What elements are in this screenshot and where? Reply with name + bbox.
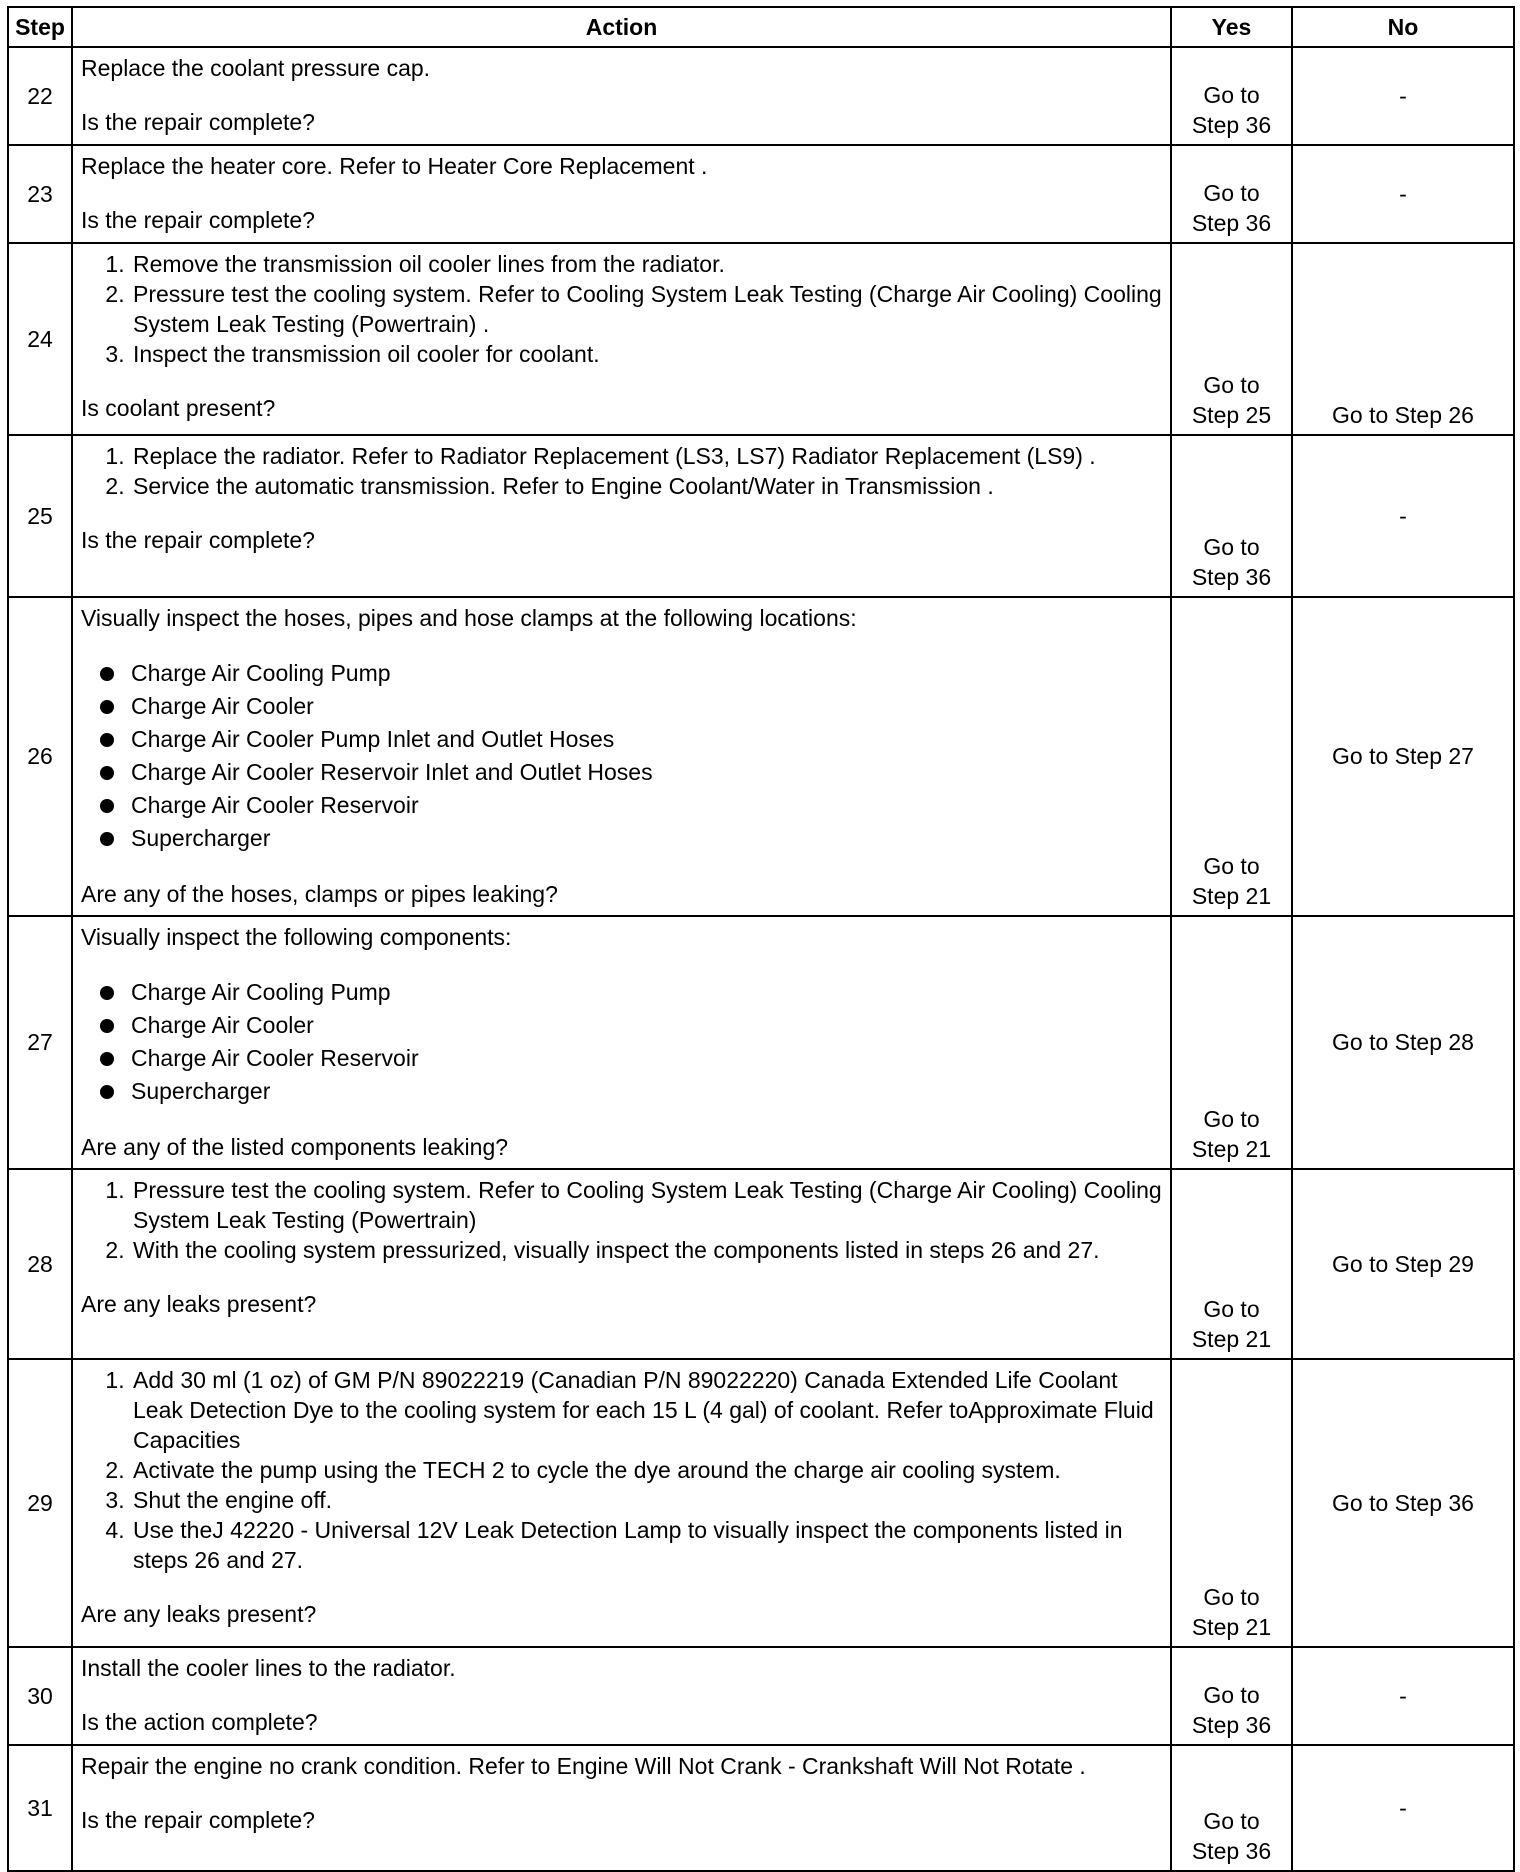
bullet-icon [100, 733, 114, 747]
list-item: Charge Air Cooler Reservoir Inlet and Outlet Hoses [131, 756, 1162, 789]
numbered-step: 2. Activate the pump using the TECH 2 to cycle the dye around the charge air cooling system. [131, 1455, 1162, 1485]
numbered-step: 2. Service the automatic transmission. Refer to Engine Coolant/Water in Transmission . [131, 471, 1162, 501]
numbered-steps [81, 1365, 1162, 1575]
list-item: Charge Air Cooling Pump [131, 976, 1162, 1009]
table-row [8, 243, 1514, 435]
yes-goto: Go to [1203, 534, 1260, 560]
numbered-step: 3. Inspect the transmission oil cooler for coolant. [131, 339, 1162, 369]
yes-cell [1171, 1359, 1292, 1647]
no-cell: - [1292, 47, 1514, 145]
numbered-step: 1. Replace the radiator. Refer to Radiator Replacement (LS3, LS7) Radiator Replacement (LS9) . [131, 441, 1162, 471]
no-cell: Go to Step 28 [1292, 916, 1514, 1169]
action-cell [72, 916, 1171, 1169]
yes-goto: Go to [1203, 1106, 1260, 1132]
yes-step: Step 36 [1191, 112, 1272, 138]
step-number: 23 [8, 145, 72, 243]
bullet-icon [100, 1019, 114, 1033]
list-item: Charge Air Cooler Reservoir [131, 1042, 1162, 1075]
list-item: Charge Air Cooler [131, 690, 1162, 723]
step-number: 29 [8, 1359, 72, 1647]
bullet-icon [100, 667, 114, 681]
action-question: Are any leaks present? [81, 1601, 317, 1627]
action-cell [72, 1647, 1171, 1745]
action-text: Replace the heater core. Refer to Heater Core Replacement . [81, 153, 708, 179]
yes-step: Step 36 [1191, 564, 1272, 590]
header-row [8, 7, 1514, 47]
step-number: 28 [8, 1169, 72, 1359]
list-item: Charge Air Cooler [131, 1009, 1162, 1042]
numbered-steps [81, 249, 1162, 369]
table-row [8, 1745, 1514, 1871]
numbered-step: 1. Remove the transmission oil cooler lines from the radiator. [131, 249, 1162, 279]
action-cell [72, 1169, 1171, 1359]
yes-cell [1171, 1647, 1292, 1745]
bullet-icon [100, 1052, 114, 1066]
step-number: 30 [8, 1647, 72, 1745]
list-item: Supercharger [131, 822, 1162, 855]
diagnostic-table [7, 6, 1515, 1872]
bullet-icon [100, 700, 114, 714]
step-number: 24 [8, 243, 72, 435]
list-item: Charge Air Cooler Pump Inlet and Outlet Hoses [131, 723, 1162, 756]
no-cell: - [1292, 145, 1514, 243]
bullet-icon [100, 799, 114, 813]
table-row [8, 1647, 1514, 1745]
yes-cell [1171, 47, 1292, 145]
header-yes: Yes [1171, 7, 1292, 47]
bullet-list [81, 976, 1162, 1108]
action-cell [72, 243, 1171, 435]
yes-goto: Go to [1203, 853, 1260, 879]
list-item: Charge Air Cooler Reservoir [131, 789, 1162, 822]
numbered-step: 1. Pressure test the cooling system. Refer to Cooling System Leak Testing (Charge Air Cooling) Cooling System Leak Testing (Powertrain) [131, 1175, 1162, 1235]
action-question: Are any of the hoses, clamps or pipes leaking? [81, 881, 558, 907]
yes-cell [1171, 145, 1292, 243]
action-question: Are any of the listed components leaking? [81, 1134, 509, 1160]
action-text: Visually inspect the hoses, pipes and hose clamps at the following locations: [81, 605, 857, 631]
bullet-icon [100, 986, 114, 1000]
action-cell [72, 1359, 1171, 1647]
yes-cell [1171, 243, 1292, 435]
no-cell: - [1292, 435, 1514, 597]
action-text: Replace the coolant pressure cap. [81, 55, 431, 81]
yes-cell [1171, 1745, 1292, 1871]
yes-step: Step 36 [1191, 210, 1272, 236]
no-cell: Go to Step 36 [1292, 1359, 1514, 1647]
yes-goto: Go to [1203, 372, 1260, 398]
bullet-icon [100, 1085, 114, 1099]
yes-step: Step 21 [1191, 1614, 1272, 1640]
step-number: 26 [8, 597, 72, 916]
yes-step: Step 25 [1191, 402, 1272, 428]
bullet-icon [100, 832, 114, 846]
no-cell: Go to Step 27 [1292, 597, 1514, 916]
yes-step: Step 21 [1191, 883, 1272, 909]
numbered-steps [81, 441, 1162, 501]
table-row [8, 597, 1514, 916]
action-text: Repair the engine no crank condition. Refer to Engine Will Not Crank - Crankshaft Will Not Rotate . [81, 1753, 1086, 1779]
header-no: No [1292, 7, 1514, 47]
step-number: 25 [8, 435, 72, 597]
yes-goto: Go to [1203, 1296, 1260, 1322]
numbered-step: 1. Add 30 ml (1 oz) of GM P/N 89022219 (Canadian P/N 89022220) Canada Extended Life Coolant Leak Detection Dye to the cooling system for each 15 L (4 gal) of coolant. Refer toApproximate Fluid Capacities [131, 1365, 1162, 1455]
yes-goto: Go to [1203, 1808, 1260, 1834]
action-cell [72, 47, 1171, 145]
step-number: 22 [8, 47, 72, 145]
yes-goto: Go to [1203, 82, 1260, 108]
table-row [8, 1359, 1514, 1647]
table-row [8, 435, 1514, 597]
no-cell: - [1292, 1647, 1514, 1745]
action-question: Is the repair complete? [81, 109, 315, 135]
list-item: Charge Air Cooling Pump [131, 657, 1162, 690]
numbered-step: 4. Use theJ 42220 - Universal 12V Leak Detection Lamp to visually inspect the components listed in steps 26 and 27. [131, 1515, 1162, 1575]
bullet-icon [100, 766, 114, 780]
action-cell [72, 145, 1171, 243]
table-row [8, 916, 1514, 1169]
numbered-step: 2. Pressure test the cooling system. Refer to Cooling System Leak Testing (Charge Air Cooling) Cooling System Leak Testing (Powertrain) . [131, 279, 1162, 339]
action-question: Is the repair complete? [81, 207, 315, 233]
yes-step: Step 36 [1191, 1712, 1272, 1738]
yes-cell [1171, 916, 1292, 1169]
yes-cell [1171, 1169, 1292, 1359]
action-question: Is the action complete? [81, 1709, 318, 1735]
header-action: Action [72, 7, 1171, 47]
bullet-list [81, 657, 1162, 855]
no-cell: - [1292, 1745, 1514, 1871]
action-cell [72, 1745, 1171, 1871]
table-row [8, 145, 1514, 243]
yes-step: Step 21 [1191, 1136, 1272, 1162]
action-question: Is the repair complete? [81, 527, 315, 553]
action-question: Are any leaks present? [81, 1291, 317, 1317]
action-cell [72, 597, 1171, 916]
action-cell [72, 435, 1171, 597]
action-question: Is coolant present? [81, 395, 276, 421]
yes-step: Step 36 [1191, 1838, 1272, 1864]
action-text: Install the cooler lines to the radiator. [81, 1655, 456, 1681]
list-item: Supercharger [131, 1075, 1162, 1108]
yes-cell [1171, 597, 1292, 916]
step-number: 27 [8, 916, 72, 1169]
table-row [8, 1169, 1514, 1359]
yes-goto: Go to [1203, 1584, 1260, 1610]
header-step: Step [8, 7, 72, 47]
action-question: Is the repair complete? [81, 1807, 315, 1833]
yes-goto: Go to [1203, 1682, 1260, 1708]
no-cell: Go to Step 26 [1292, 243, 1514, 435]
numbered-steps [81, 1175, 1162, 1265]
yes-cell [1171, 435, 1292, 597]
no-cell: Go to Step 29 [1292, 1169, 1514, 1359]
numbered-step: 2. With the cooling system pressurized, visually inspect the components listed in steps 26 and 27. [131, 1235, 1162, 1265]
yes-goto: Go to [1203, 180, 1260, 206]
action-text: Visually inspect the following components: [81, 924, 512, 950]
numbered-step: 3. Shut the engine off. [131, 1485, 1162, 1515]
table-row [8, 47, 1514, 145]
step-number: 31 [8, 1745, 72, 1871]
yes-step: Step 21 [1191, 1326, 1272, 1352]
